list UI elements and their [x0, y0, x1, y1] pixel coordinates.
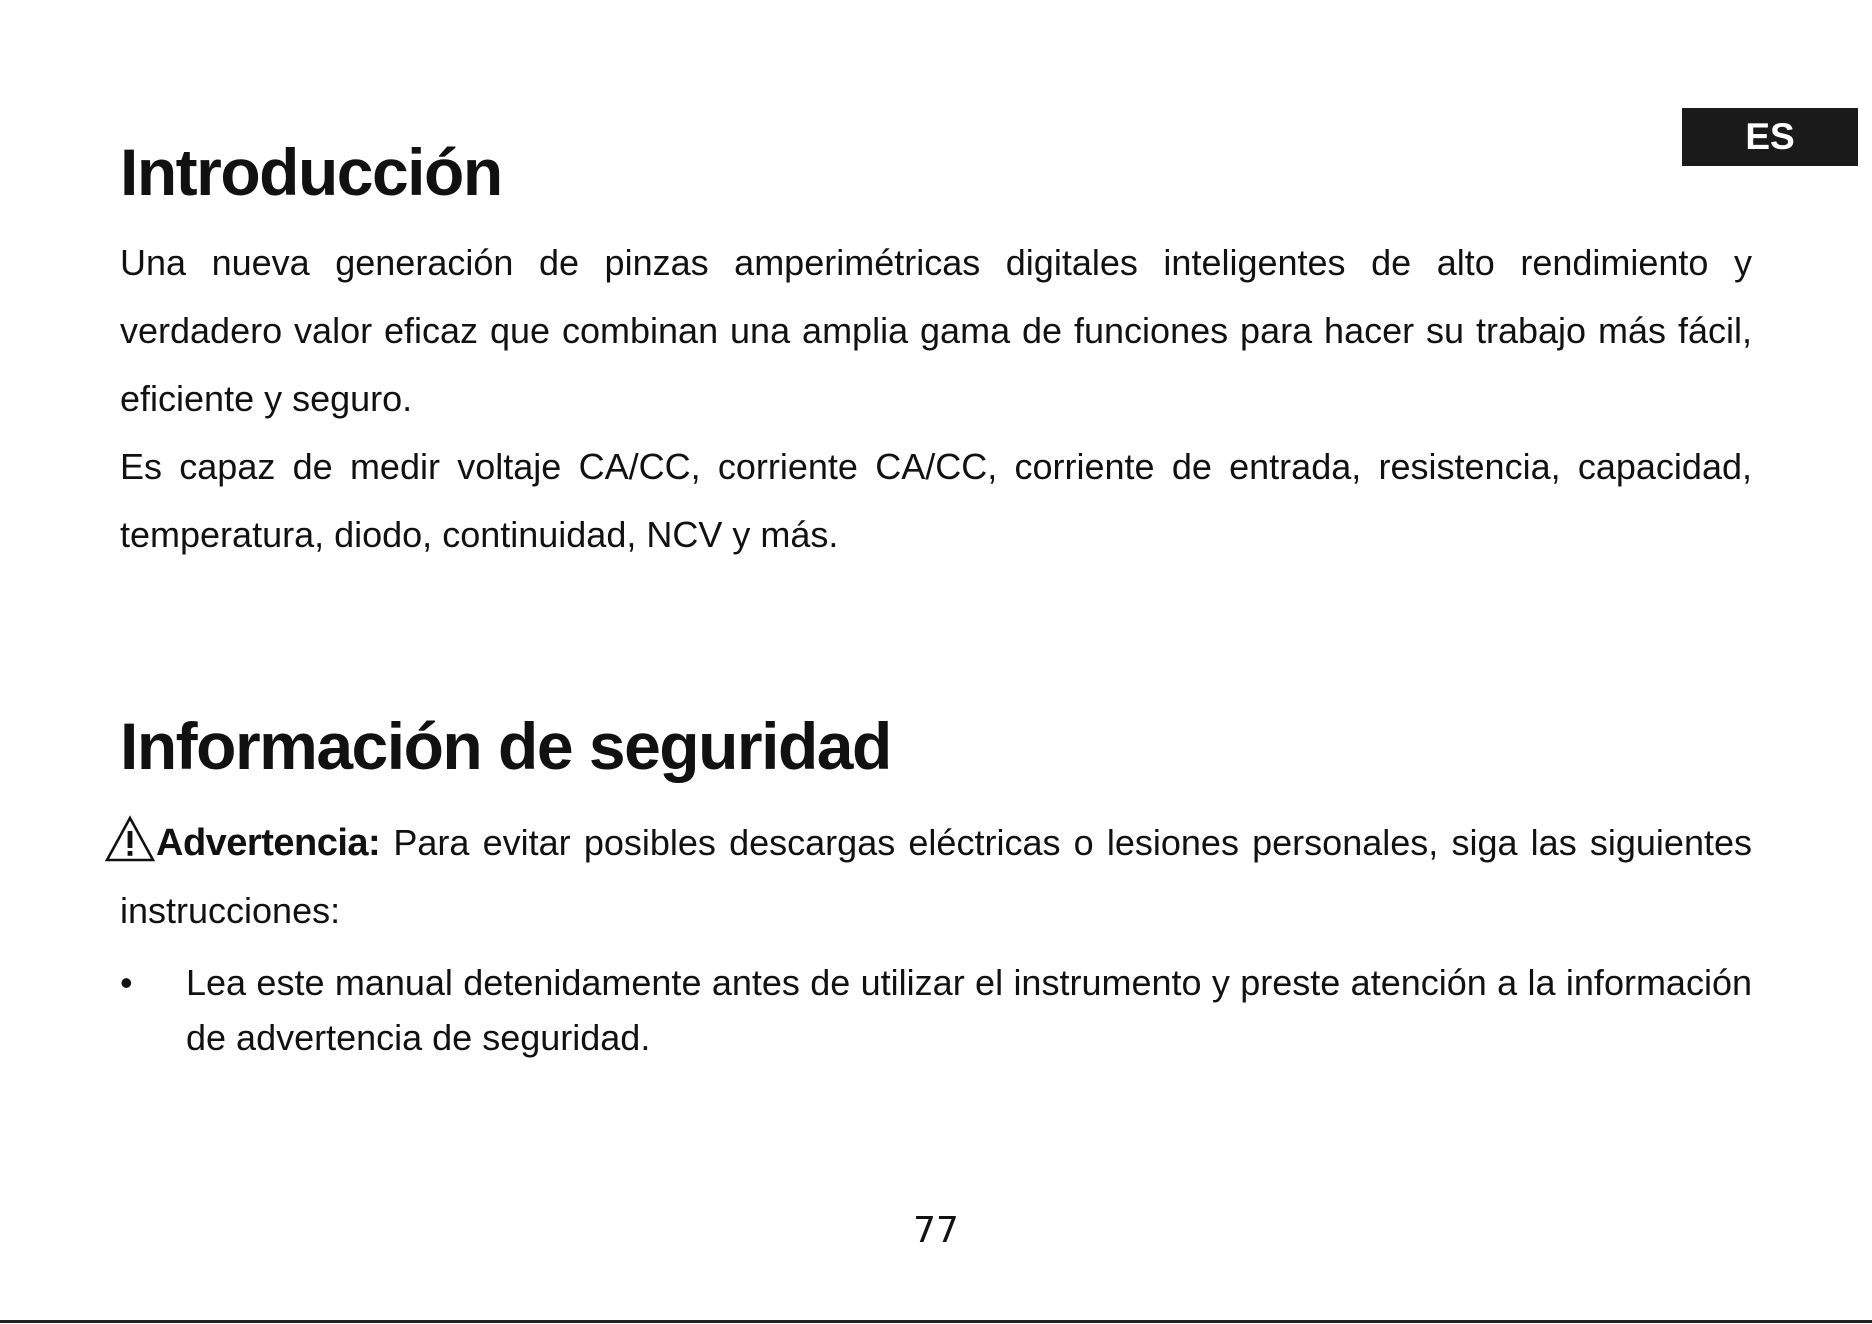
intro-paragraph-2: Es capaz de medir voltaje CA/CC, corriente CA/CC, corriente de entrada, resistencia, capacidad, temperatura, diodo, continuidad, NCV y más.	[120, 446, 1752, 555]
warning-triangle-icon	[104, 815, 156, 863]
bottom-divider	[0, 1320, 1872, 1323]
warning-paragraph	[120, 809, 1752, 945]
warning-label: Advertencia:	[156, 822, 381, 864]
language-tab: ES	[1682, 108, 1858, 166]
bullet-icon: •	[120, 962, 133, 1003]
intro-paragraph-1: Una nueva generación de pinzas amperimétricas digitales inteligentes de alto rendimiento y verdadero valor eficaz que combinan una amplia gama de funciones para hacer su trabajo más fácil, eficiente y seguro.	[120, 242, 1752, 419]
warning-text: Para evitar posibles descargas eléctricas o lesiones personales, siga las siguientes instrucciones:	[120, 822, 1752, 931]
page-number: 77	[913, 1210, 959, 1251]
intro-heading: Introducción	[120, 135, 502, 209]
list-item-text: Lea este manual detenidamente antes de utilizar el instrumento y preste atención a la información de advertencia de seguridad.	[186, 962, 1752, 1058]
safety-heading: Información de seguridad	[120, 709, 891, 783]
list-item	[120, 955, 1752, 1065]
